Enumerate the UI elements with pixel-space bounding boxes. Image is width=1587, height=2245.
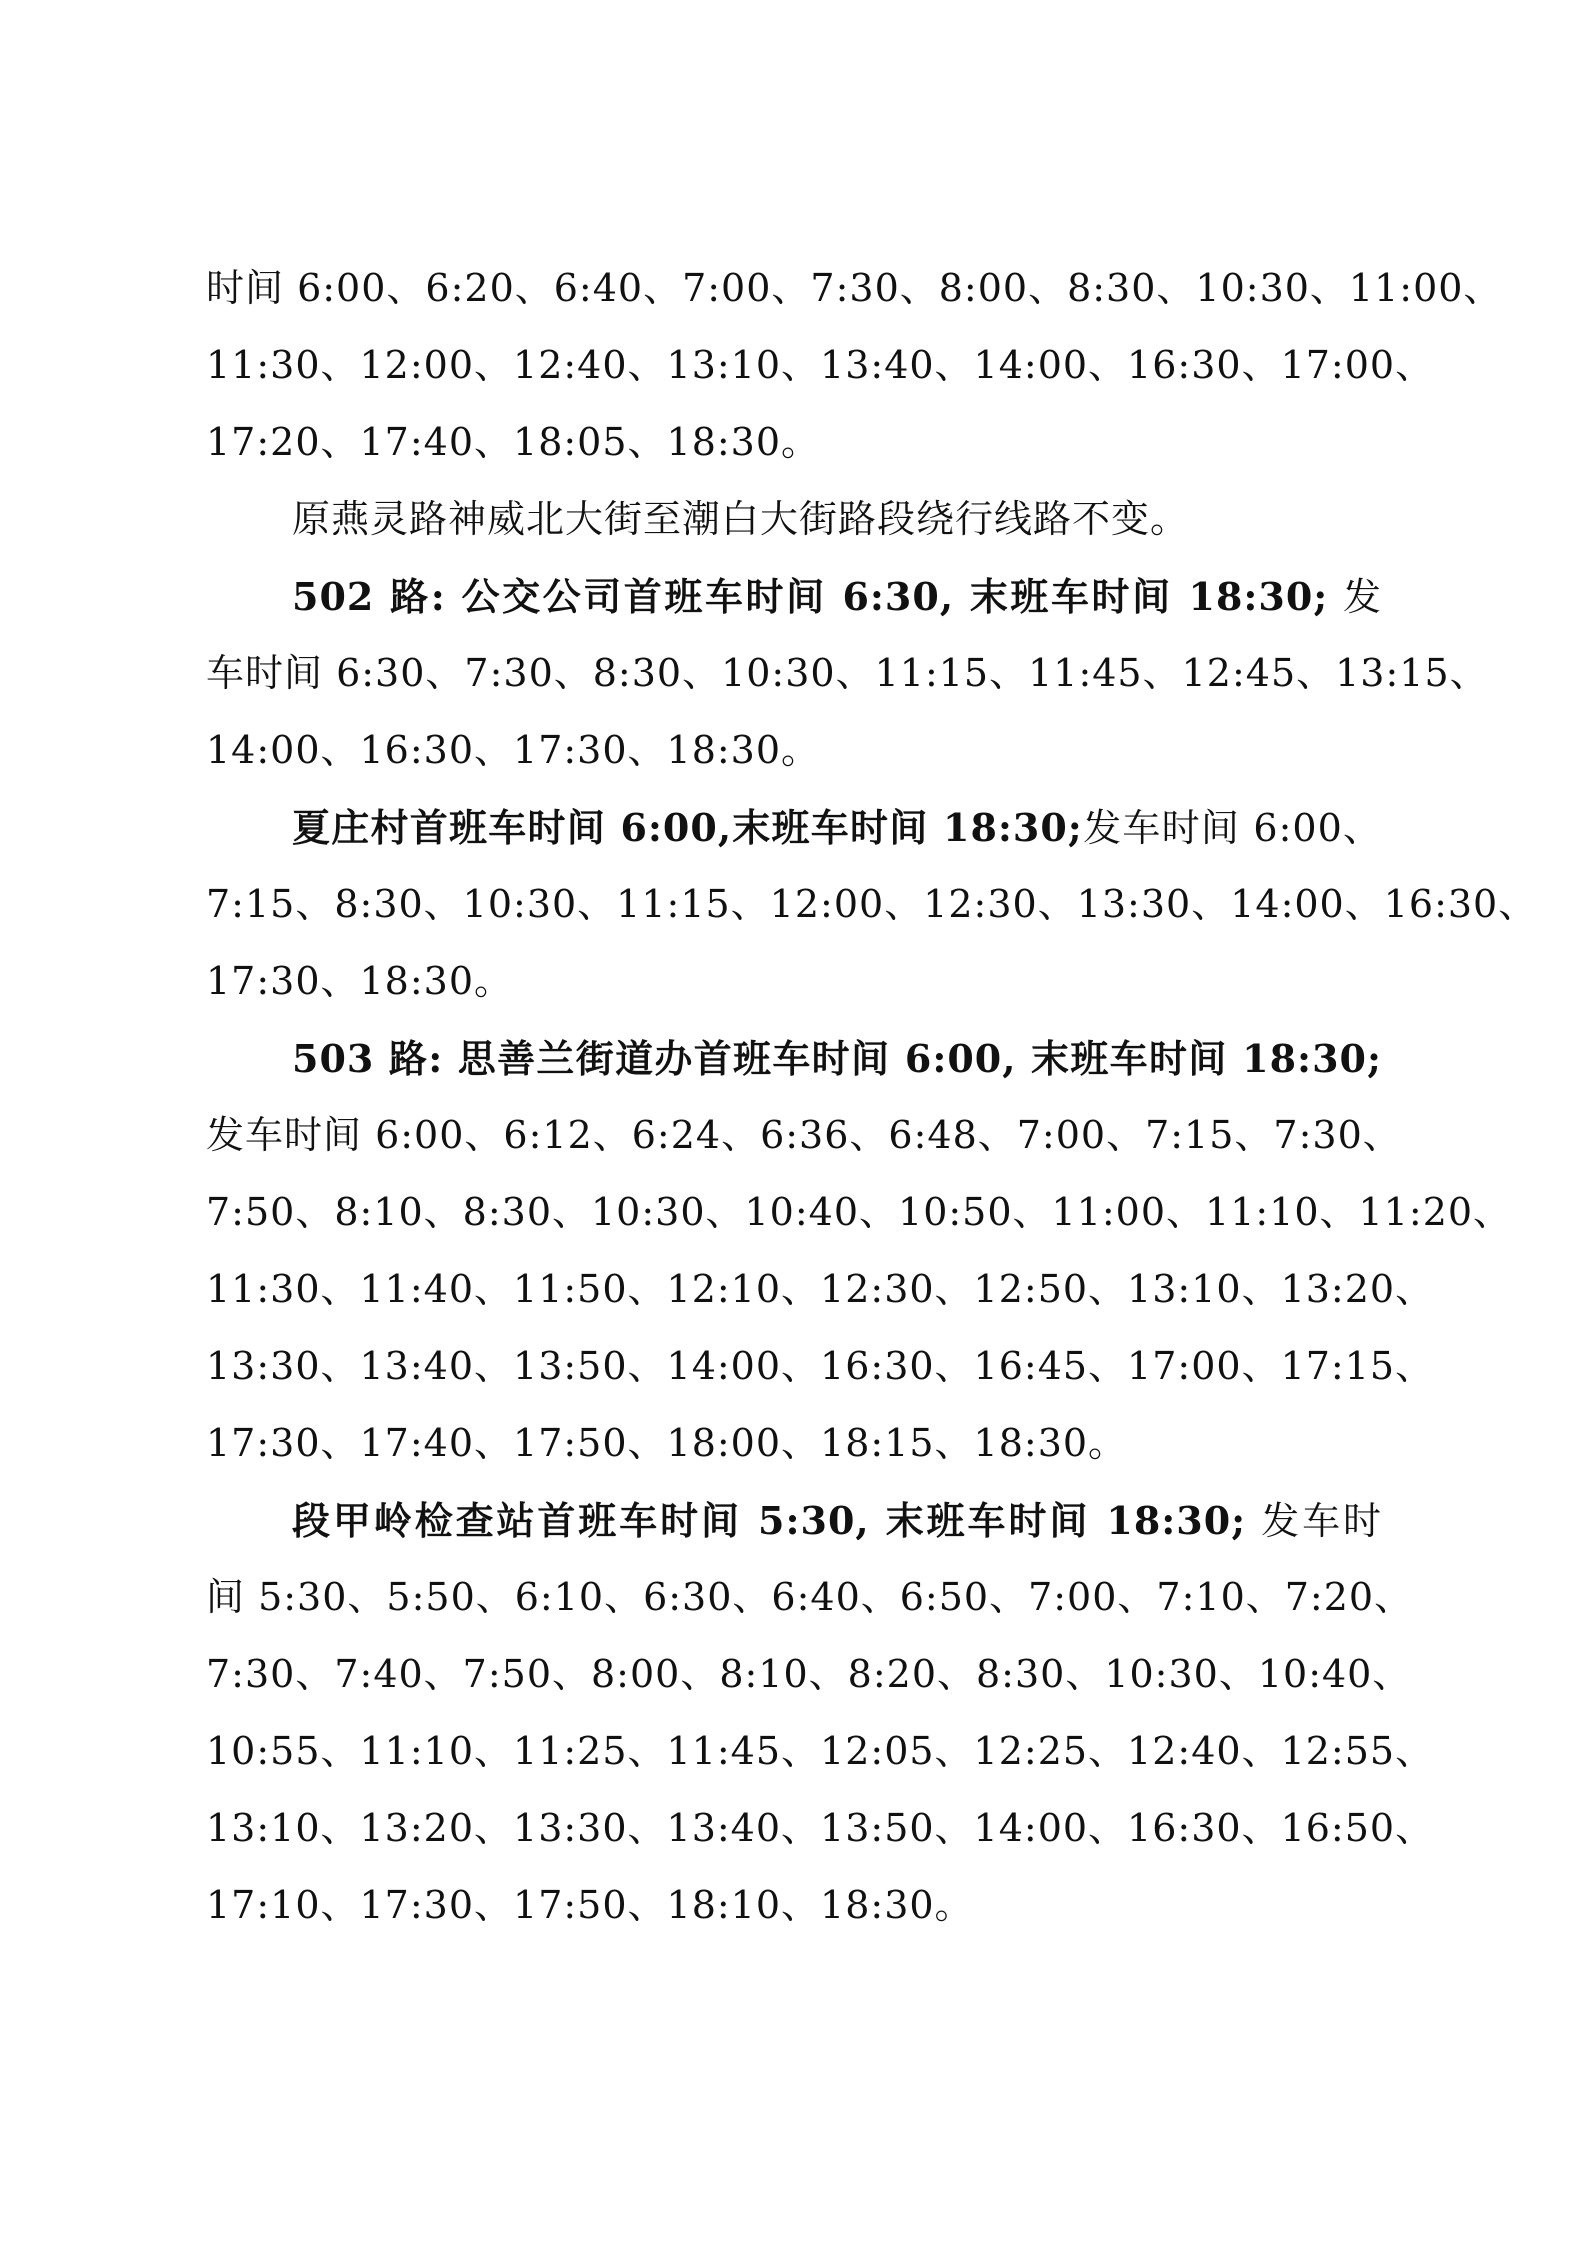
text-line: 7:15、8:30、10:30、11:15、12:00、12:30、13:30、14:00、16:30、 (206, 882, 1538, 926)
text-line: 14:00、16:30、17:30、18:30。 (206, 728, 821, 772)
route-502-heading: 502 路: 公交公司首班车时间 6:30, 末班车时间 18:30; 发 (292, 574, 1382, 619)
text-line: 车时间 6:30、7:30、8:30、10:30、11:15、11:45、12:45、13:15、 (206, 651, 1489, 695)
xiazhuang-heading: 夏庄村首班车时间 6:00,末班车时间 18:30;发车时间 6:00、 (292, 805, 1382, 850)
text-line: 17:30、18:30。 (206, 959, 514, 1003)
text-line: 10:55、11:10、11:25、11:45、12:05、12:25、12:40、12:55、 (206, 1729, 1435, 1773)
text-line: 17:20、17:40、18:05、18:30。 (206, 420, 821, 464)
text-line: 17:30、17:40、17:50、18:00、18:15、18:30。 (206, 1421, 1128, 1465)
text-line: 时间 6:00、6:20、6:40、7:00、7:30、8:00、8:30、10:30、11:00、 (206, 266, 1503, 310)
text-line: 11:30、12:00、12:40、13:10、13:40、14:00、16:30、17:00、 (206, 343, 1435, 387)
text-line: 发车时间 6:00、6:12、6:24、6:36、6:48、7:00、7:15、7:30、 (206, 1113, 1402, 1157)
paragraph-detour-note: 原燕灵路神威北大街至潮白大街路段绕行线路不变。 (292, 497, 1190, 541)
text-line: 13:30、13:40、13:50、14:00、16:30、16:45、17:00、17:15、 (206, 1344, 1435, 1388)
text-line: 7:30、7:40、7:50、8:00、8:10、8:20、8:30、10:30、10:40、 (206, 1652, 1412, 1696)
text-line: 7:50、8:10、8:30、10:30、10:40、10:50、11:00、11:10、11:20、 (206, 1190, 1513, 1234)
text-line: 17:10、17:30、17:50、18:10、18:30。 (206, 1883, 974, 1927)
document-body (206, 250, 1538, 1944)
text-line: 11:30、11:40、11:50、12:10、12:30、12:50、13:10、13:20、 (206, 1267, 1435, 1311)
route-503-heading: 503 路: 思善兰街道办首班车时间 6:00, 末班车时间 18:30; (292, 1036, 1382, 1081)
duanjialing-heading: 段甲岭检查站首班车时间 5:30, 末班车时间 18:30; 发车时 (292, 1498, 1382, 1543)
text-line: 13:10、13:20、13:30、13:40、13:50、14:00、16:30、16:50、 (206, 1806, 1435, 1850)
text-line: 间 5:30、5:50、6:10、6:30、6:40、6:50、7:00、7:10、7:20、 (206, 1575, 1414, 1619)
